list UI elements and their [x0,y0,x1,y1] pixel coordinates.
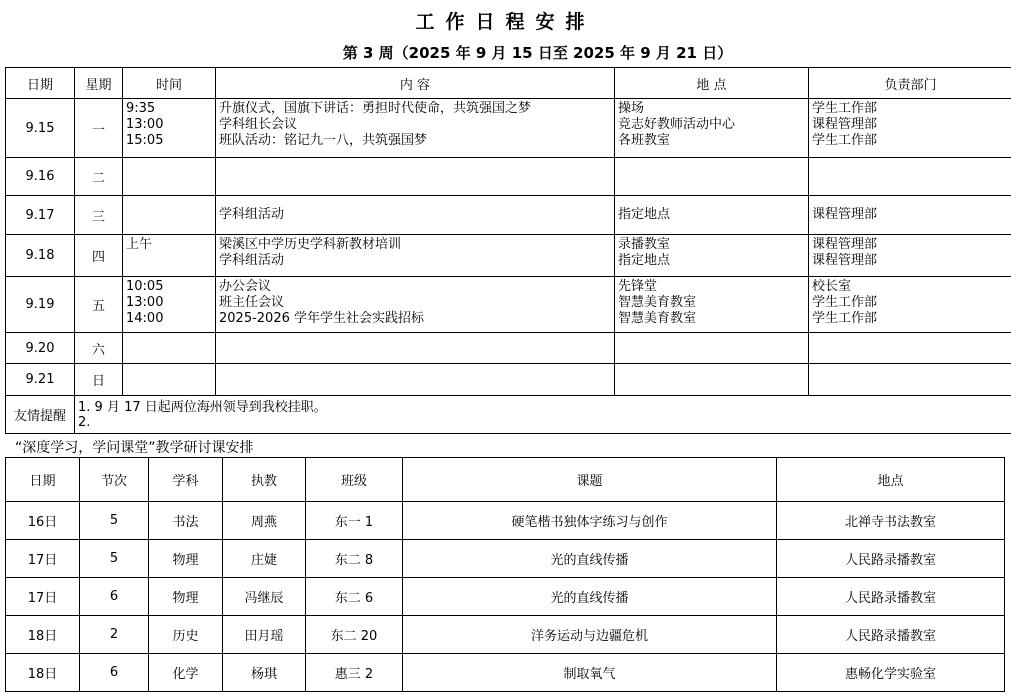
lesson-period: 6 [80,654,149,692]
row-date: 9.16 [6,158,75,196]
schedule-table [5,67,1011,434]
lesson-date: 18日 [6,654,80,692]
header-dept: 负责部门 [809,68,1011,99]
lesson-topic: 制取氧气 [403,654,777,692]
lesson-teacher: 冯继辰 [223,578,306,616]
schedule-row [6,196,1011,235]
row-dept: 课程管理部 [809,196,1011,235]
header-time: 时间 [123,68,216,99]
row-time [123,333,216,364]
schedule-row [6,235,1011,277]
row-date: 9.18 [6,235,75,277]
row-content [216,364,615,396]
lessons-section-title: “深度学习，学问课堂”教学研讨课安排 [15,440,254,456]
row-location [615,364,809,396]
lesson-topic: 光的直线传播 [403,578,777,616]
row-location: 指定地点 [615,196,809,235]
lessons-header-period: 节次 [80,458,149,502]
row-dept: 校长室 学生工作部 学生工作部 [809,277,1011,333]
lesson-class: 惠三 2 [306,654,403,692]
row-weekday: 三 [75,196,123,235]
schedule-row [6,158,1011,196]
reminder-label: 友情提醒 [6,396,75,434]
lesson-location: 人民路录播教室 [777,578,1005,616]
lesson-date: 18日 [6,616,80,654]
lesson-row [6,578,1005,616]
row-time [123,158,216,196]
row-dept: 课程管理部 课程管理部 [809,235,1011,277]
lessons-header-class: 班级 [306,458,403,502]
row-date: 9.21 [6,364,75,396]
row-location: 操场 竞志好教师活动中心 各班教室 [615,99,809,158]
reminder-row [6,396,1011,434]
lessons-header-date: 日期 [6,458,80,502]
row-weekday: 六 [75,333,123,364]
lesson-teacher: 杨琪 [223,654,306,692]
row-time [123,196,216,235]
row-weekday: 五 [75,277,123,333]
row-date: 9.17 [6,196,75,235]
row-content: 学科组活动 [216,196,615,235]
week-subtitle: 第 3 周（2025 年 9 月 15 日至 2025 年 9 月 21 日） [342,44,733,62]
row-date: 9.20 [6,333,75,364]
lesson-class: 东一 1 [306,502,403,540]
lesson-subject: 历史 [149,616,223,654]
lesson-period: 2 [80,616,149,654]
lesson-subject: 化学 [149,654,223,692]
header-date: 日期 [6,68,75,99]
row-content [216,158,615,196]
schedule-row [6,333,1011,364]
row-time [123,364,216,396]
lesson-date: 16日 [6,502,80,540]
lesson-class: 东二 8 [306,540,403,578]
row-content: 升旗仪式，国旗下讲话：勇担时代使命，共筑强国之梦 学科组长会议 班队活动：铭记九一八，共筑强国梦 [216,99,615,158]
lesson-date: 17日 [6,540,80,578]
lesson-topic: 光的直线传播 [403,540,777,578]
lesson-teacher: 田月瑶 [223,616,306,654]
lesson-location: 人民路录播教室 [777,540,1005,578]
lesson-subject: 书法 [149,502,223,540]
reminder-text: 1. 9 月 17 日起两位海州领导到我校挂职。 2. [75,396,1011,434]
lesson-row [6,654,1005,692]
lesson-class: 东二 20 [306,616,403,654]
schedule-row [6,364,1011,396]
lesson-row [6,616,1005,654]
lessons-header-location: 地点 [777,458,1005,502]
lessons-header-row [6,458,1005,502]
row-time: 9:35 13:00 15:05 [123,99,216,158]
lessons-header-subject: 学科 [149,458,223,502]
lesson-period: 6 [80,578,149,616]
lesson-subject: 物理 [149,540,223,578]
row-location [615,333,809,364]
lesson-subject: 物理 [149,578,223,616]
row-location: 录播教室 指定地点 [615,235,809,277]
lesson-row [6,540,1005,578]
row-location [615,158,809,196]
lesson-topic: 硬笔楷书独体字练习与创作 [403,502,777,540]
header-weekday: 星期 [75,68,123,99]
schedule-header-row [6,68,1011,99]
lesson-date: 17日 [6,578,80,616]
lesson-row [6,502,1005,540]
lesson-teacher: 周燕 [223,502,306,540]
lesson-period: 5 [80,540,149,578]
lesson-class: 东二 6 [306,578,403,616]
lesson-topic: 洋务运动与边疆危机 [403,616,777,654]
schedule-row [6,277,1011,333]
header-location: 地 点 [615,68,809,99]
row-date: 9.15 [6,99,75,158]
row-weekday: 四 [75,235,123,277]
row-time: 10:05 13:00 14:00 [123,277,216,333]
schedule-row [6,99,1011,158]
header-content: 内 容 [216,68,615,99]
row-weekday: 日 [75,364,123,396]
lesson-period: 5 [80,502,149,540]
lesson-location: 惠畅化学实验室 [777,654,1005,692]
row-dept [809,364,1011,396]
lesson-teacher: 庄婕 [223,540,306,578]
row-weekday: 二 [75,158,123,196]
lesson-location: 北禅寺书法教室 [777,502,1005,540]
lesson-location: 人民路录播教室 [777,616,1005,654]
lessons-table [5,457,1005,692]
row-time: 上午 [123,235,216,277]
row-weekday: 一 [75,99,123,158]
row-content [216,333,615,364]
lessons-header-topic: 课题 [403,458,777,502]
row-content: 梁溪区中学历史学科新教材培训 学科组活动 [216,235,615,277]
row-content: 办公会议 班主任会议 2025-2026 学年学生社会实践招标 [216,277,615,333]
row-dept: 学生工作部 课程管理部 学生工作部 [809,99,1011,158]
lessons-header-teacher: 执教 [223,458,306,502]
page-title: 工作日程安排 [415,11,596,33]
row-date: 9.19 [6,277,75,333]
row-dept [809,158,1011,196]
row-location: 先锋堂 智慧美育教室 智慧美育教室 [615,277,809,333]
row-dept [809,333,1011,364]
